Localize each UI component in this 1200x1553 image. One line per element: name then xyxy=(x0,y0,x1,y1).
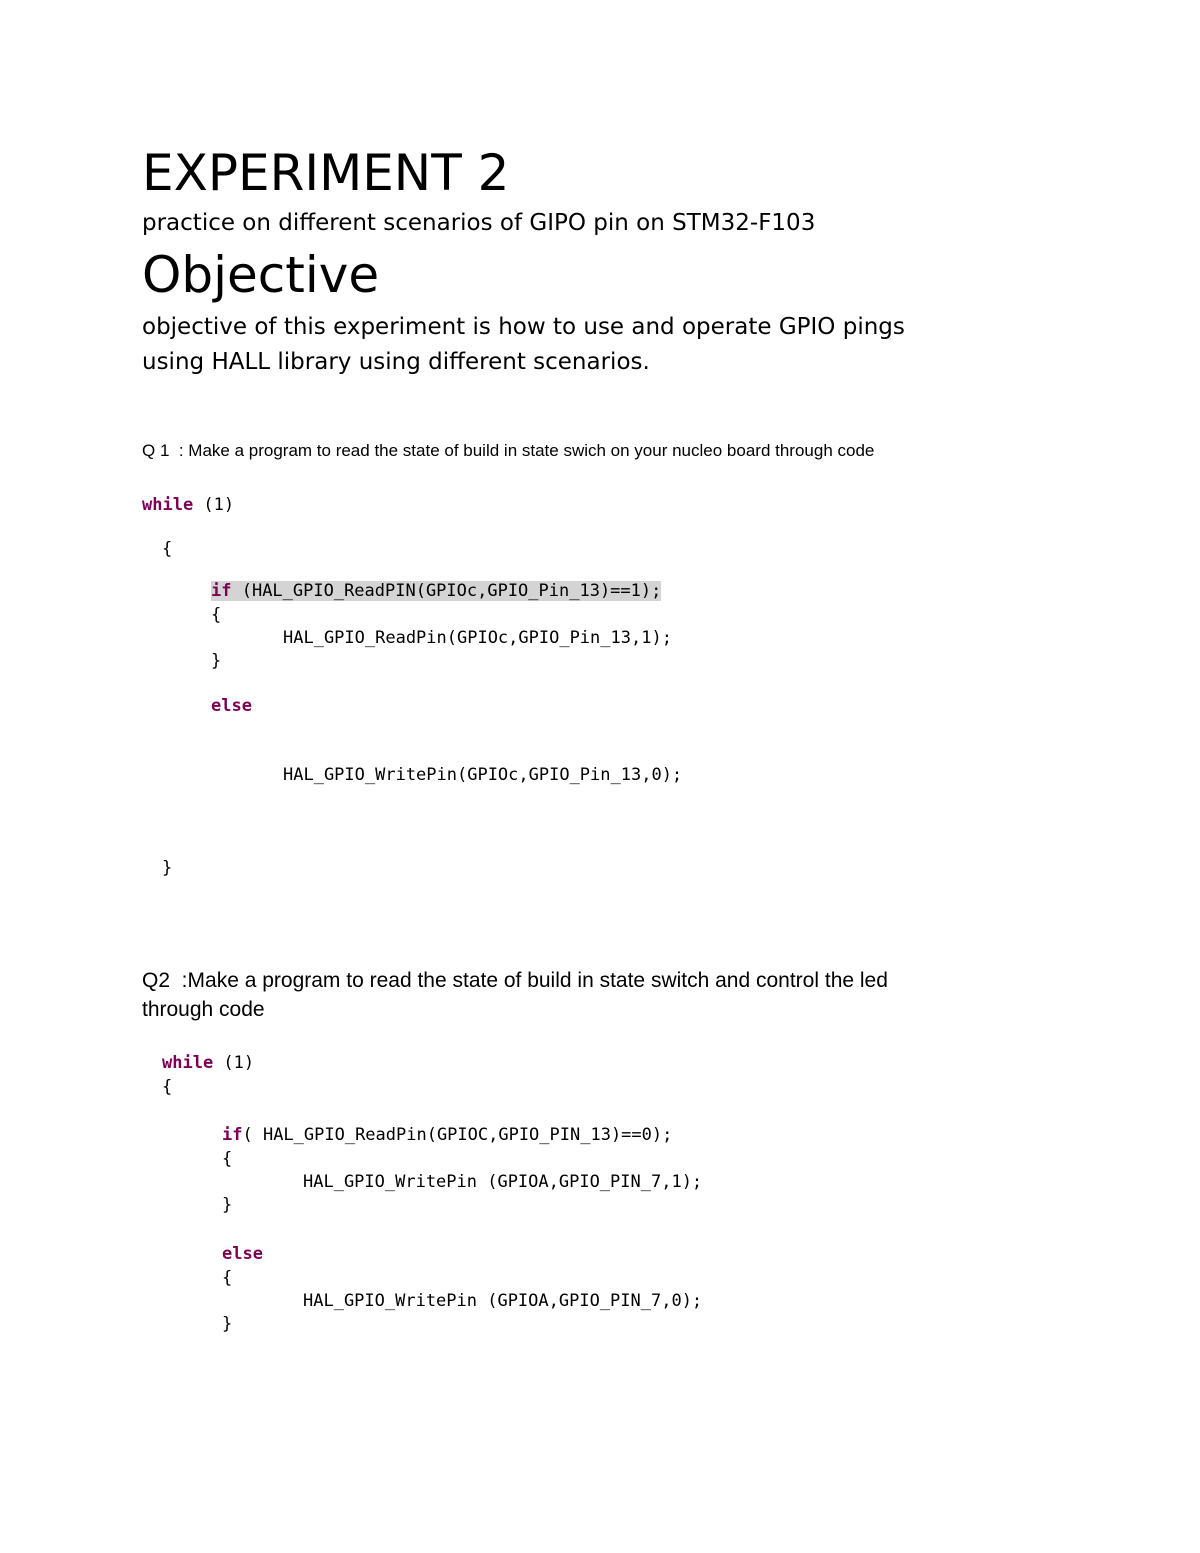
q1-code-if xyxy=(211,579,661,603)
q2-code-write-on: HAL_GPIO_WritePin (GPIOA,GPIO_PIN_7,1); xyxy=(303,1172,703,1192)
q2-code-if xyxy=(222,1123,672,1147)
q2-code-open-if: { xyxy=(222,1149,233,1169)
q1-code-read-call: HAL_GPIO_ReadPin(GPIOc,GPIO_Pin_13,1); xyxy=(283,628,672,648)
q1-question: Q 1 : Make a program to read the state of build in state swich on your nucleo board through code xyxy=(142,441,875,460)
q2-code-open-outer: { xyxy=(162,1077,173,1097)
q1-while-keyword: while xyxy=(142,495,194,515)
q2-while-keyword: while xyxy=(162,1053,214,1073)
q1-code-open-outer: { xyxy=(162,539,173,559)
objective-heading: Objective xyxy=(142,246,380,304)
q1-code-while xyxy=(142,493,234,517)
q1-code-open-inner: { xyxy=(211,605,222,625)
q1-if-keyword: if xyxy=(211,581,232,601)
q2-code-close-if: } xyxy=(222,1195,233,1215)
q2-question xyxy=(142,966,888,1024)
q2-code-open-else: { xyxy=(222,1268,233,1288)
objective-line-1: objective of this experiment is how to use and operate GPIO pings xyxy=(142,314,905,340)
q2-code-else-keyword: else xyxy=(222,1244,263,1264)
q1-code-else-keyword: else xyxy=(211,696,252,716)
q2-if-condition: ( HAL_GPIO_ReadPin(GPIOC,GPIO_PIN_13)==0); xyxy=(242,1125,673,1145)
q1-if-highlight xyxy=(211,581,661,601)
objective-line-2: using HALL library using different scenarios. xyxy=(142,349,650,375)
q2-code-write-off: HAL_GPIO_WritePin (GPIOA,GPIO_PIN_7,0); xyxy=(303,1291,703,1311)
objective-text xyxy=(142,310,905,380)
q2-question-line-2: through code xyxy=(142,998,265,1021)
q1-if-condition: (HAL_GPIO_ReadPIN(GPIOc,GPIO_Pin_13)==1); xyxy=(231,581,662,601)
q2-code-close-else: } xyxy=(222,1314,233,1334)
q2-while-condition: (1) xyxy=(213,1053,255,1073)
q1-code-close-inner: } xyxy=(211,651,222,671)
q2-code-while xyxy=(162,1051,254,1075)
q2-if-keyword: if xyxy=(222,1125,243,1145)
document-subtitle: practice on different scenarios of GIPO pin on STM32-F103 xyxy=(142,210,816,236)
q1-code-close-outer: } xyxy=(162,858,173,878)
q1-code-write-call: HAL_GPIO_WritePin(GPIOc,GPIO_Pin_13,0); xyxy=(283,765,683,785)
q2-question-line-1: Q2 :Make a program to read the state of build in state switch and control the led xyxy=(142,969,888,992)
document-title: EXPERIMENT 2 xyxy=(142,144,510,202)
q1-while-condition: (1) xyxy=(193,495,235,515)
